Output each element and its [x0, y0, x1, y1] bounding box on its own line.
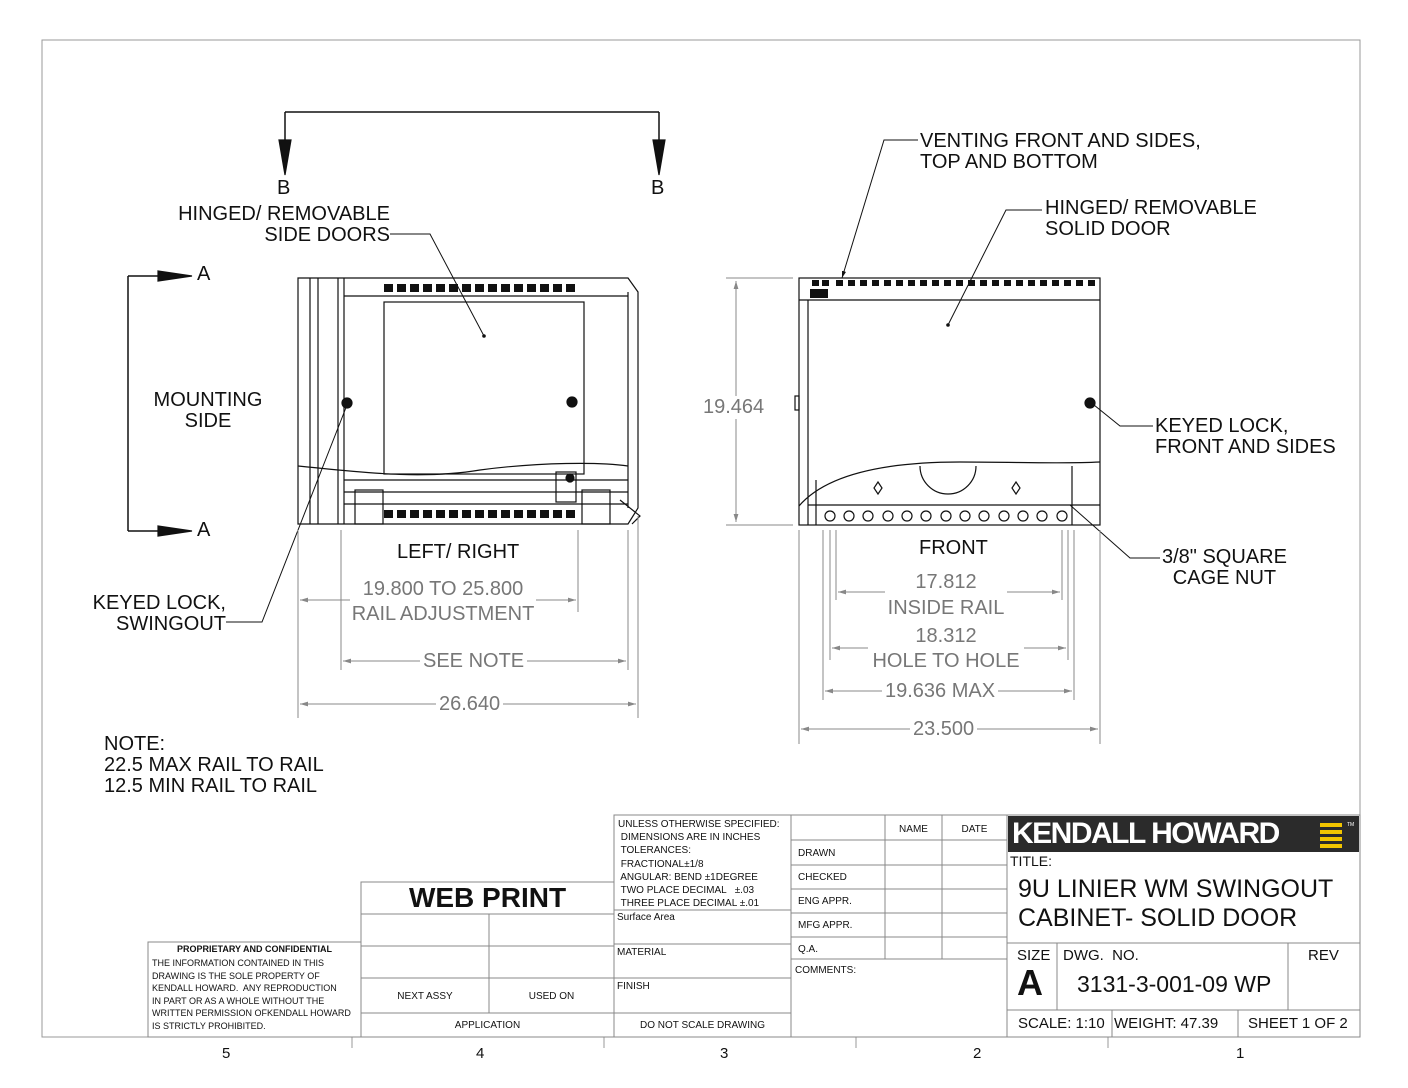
side-width-dim: 26.640 — [436, 693, 503, 716]
proprietary-text: THE INFORMATION CONTAINED IN THIS DRAWING IS THE SOLE PROPERTY OF KENDALL HOWARD. ANY REPRODUCTION IN PART OR AS A WHOLE WITHOUT THE WRITTEN PERMISSION OFKENDALL HOWARD IS STRICTLY PROHIBITED. — [152, 958, 351, 1031]
qa-label: Q.A. — [798, 944, 819, 955]
size-value: A — [1017, 962, 1043, 1003]
section-letter-b-right: B — [651, 177, 665, 199]
trademark-mark: TM — [1347, 822, 1355, 828]
tolerances-block: UNLESS OTHERWISE SPECIFIED: DIMENSIONS ARE IN INCHES TOLERANCES: FRACTIONAL±1/8 ANGULAR: BEND ±1DEGREE TWO PLACE DECIMAL ±.03 THREE PLACE DECIMAL ±.01 — [618, 819, 780, 910]
section-letter-a-top: A — [197, 263, 211, 285]
front-height-dim: 19.464 — [700, 396, 767, 419]
venting-callout: VENTING FRONT AND SIDES, TOP AND BOTTOM — [920, 130, 1201, 173]
material-label: MATERIAL — [617, 947, 667, 958]
dwg-no-label: DWG. NO. — [1063, 947, 1139, 964]
rev-label: REV — [1308, 947, 1339, 964]
inside-rail-dim: 17.812 INSIDE RAIL — [885, 569, 1007, 621]
sheet-value: SHEET 1 OF 2 — [1248, 1015, 1348, 1032]
section-letter-b-left: B — [277, 177, 291, 199]
size-label: SIZE — [1017, 947, 1051, 964]
col-date-header: DATE — [961, 824, 988, 835]
rail-note: NOTE: 22.5 MAX RAIL TO RAIL 12.5 MIN RAIL TO RAIL — [104, 733, 324, 797]
front-width-dim: 23.500 — [910, 718, 977, 741]
front-view-cabinet — [795, 278, 1100, 525]
keyed-lock-front-callout: KEYED LOCK, FRONT AND SIDES — [1155, 415, 1336, 458]
col-name-header: NAME — [899, 824, 928, 835]
zone-number: 4 — [476, 1045, 485, 1062]
title-label: TITLE: — [1010, 853, 1053, 869]
max-width-dim: 19.636 MAX — [882, 680, 998, 703]
mounting-side-label: MOUNTING SIDE — [153, 389, 263, 432]
eng-appr-label: ENG APPR. — [798, 896, 852, 907]
next-assy-label: NEXT ASSY — [397, 991, 453, 1002]
scale-value: SCALE: 1:10 — [1018, 1015, 1105, 1032]
used-on-label: USED ON — [528, 991, 575, 1002]
side-doors-callout: HINGED/ REMOVABLE SIDE DOORS — [178, 203, 390, 246]
drawn-label: DRAWN — [798, 848, 836, 859]
dwg-no-value: 3131-3-001-09 WP — [1077, 971, 1272, 997]
company-logo: KENDALL HOWARD — [1012, 817, 1279, 850]
zone-number: 2 — [973, 1045, 982, 1062]
cage-nut-callout: 3/8" SQUARE CAGE NUT — [1162, 546, 1287, 589]
web-print-label: WEB PRINT — [408, 882, 567, 913]
zone-number: 5 — [222, 1045, 231, 1062]
side-view-cabinet — [128, 112, 665, 536]
proprietary-title: PROPRIETARY AND CONFIDENTIAL — [176, 944, 332, 954]
see-note-dim: SEE NOTE — [420, 650, 527, 673]
solid-door-callout: HINGED/ REMOVABLE SOLID DOOR — [1045, 197, 1257, 240]
weight-value: WEIGHT: 47.39 — [1114, 1015, 1219, 1032]
finish-label: FINISH — [617, 981, 650, 992]
drawing-title: 9U LINIER WM SWINGOUT CABINET- SOLID DOOR — [1018, 875, 1334, 932]
keyed-lock-swingout-callout: KEYED LOCK, SWINGOUT — [92, 592, 226, 635]
section-letter-a-bottom: A — [197, 519, 211, 541]
hole-to-hole-dim: 18.312 HOLE TO HOLE — [868, 624, 1024, 674]
zone-number: 3 — [720, 1045, 729, 1062]
application-label: APPLICATION — [454, 1020, 521, 1031]
surface-area-label: Surface Area — [617, 912, 675, 923]
comments-label: COMMENTS: — [795, 965, 857, 976]
mfg-appr-label: MFG APPR. — [798, 920, 853, 931]
do-not-scale-label: DO NOT SCALE DRAWING — [639, 1020, 765, 1031]
rail-adjustment-dim: 19.800 TO 25.800 RAIL ADJUSTMENT — [351, 578, 535, 625]
checked-label: CHECKED — [798, 872, 847, 883]
side-view-label: LEFT/ RIGHT — [397, 541, 520, 563]
front-view-label: FRONT — [919, 537, 988, 559]
zone-number: 1 — [1236, 1045, 1245, 1062]
